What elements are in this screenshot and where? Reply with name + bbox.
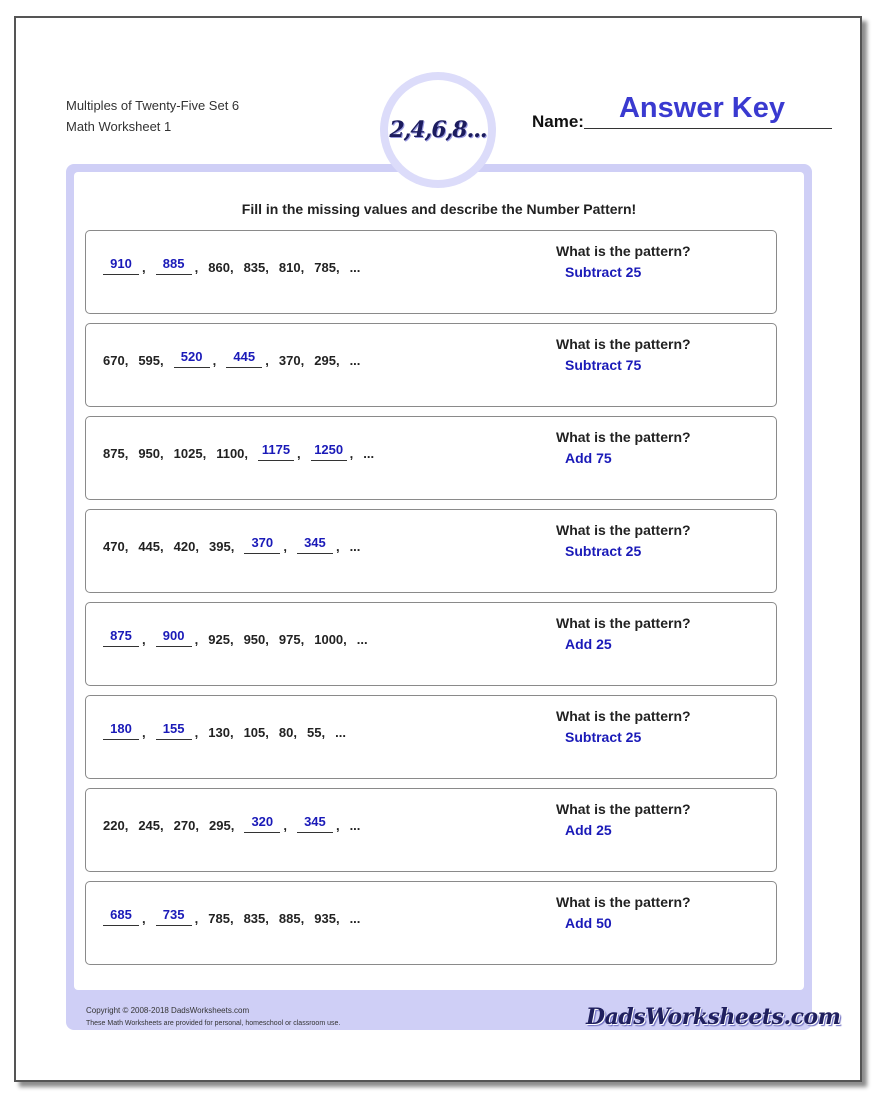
comma-separator: , (194, 725, 199, 740)
comma-separator: , (160, 446, 164, 461)
comma-separator: , (265, 632, 269, 647)
sequence-term: 220 (103, 818, 125, 833)
number-sequence (103, 349, 369, 368)
sequence-term: 975 (278, 632, 301, 647)
sequence-term: 295 (208, 818, 231, 833)
sequence-term: 785 (314, 260, 336, 275)
dadsworksheets-logo: DadsWorksheets.com (586, 1004, 841, 1030)
footer-copyright: Copyright © 2008-2018 DadsWorksheets.com (86, 1006, 250, 1015)
comma-separator: , (265, 725, 269, 740)
comma-separator: , (124, 446, 129, 461)
comma-separator: , (293, 725, 297, 740)
pattern-answer: Add 75 (565, 450, 612, 466)
pattern-answer: Subtract 25 (565, 543, 642, 559)
number-sequence (103, 256, 369, 275)
comma-separator: , (297, 446, 301, 461)
answer-blank[interactable]: 900 (156, 628, 192, 647)
comma-separator: , (335, 911, 340, 926)
sequence-term: ... (356, 632, 368, 647)
sequence-term: 885 (278, 911, 301, 926)
comma-separator: , (160, 539, 164, 554)
answer-blank[interactable]: 875 (103, 628, 139, 647)
answer-blank[interactable]: 885 (156, 256, 192, 275)
pattern-answer: Subtract 25 (565, 729, 642, 745)
sequence-term: 1100 (216, 446, 245, 461)
sequence-term: 935 (314, 911, 336, 926)
comma-separator: , (300, 632, 305, 647)
sequence-term: 670 (103, 353, 125, 368)
sequence-term: 785 (208, 911, 230, 926)
sequence-term: 445 (138, 539, 161, 554)
comma-separator: , (194, 632, 199, 647)
sequence-term: 295 (314, 353, 336, 368)
comma-separator: , (265, 353, 269, 368)
comma-separator: , (335, 818, 340, 833)
pattern-answer: Add 25 (565, 636, 612, 652)
sequence-term: 1025 (173, 446, 203, 461)
comma-separator: , (300, 911, 305, 926)
sequence-term: 130 (208, 725, 230, 740)
sequence-term: 950 (138, 446, 161, 461)
sequence-term: ... (363, 446, 375, 461)
comma-separator: , (229, 260, 234, 275)
sequence-term: 835 (243, 260, 266, 275)
sequence-term: 395 (208, 539, 231, 554)
comma-separator: , (230, 539, 235, 554)
problem-box (85, 230, 777, 314)
answer-blank[interactable]: 520 (174, 349, 210, 368)
problem-box (85, 602, 777, 686)
comma-separator: , (283, 818, 287, 833)
sequence-term: ... (349, 818, 361, 833)
comma-separator: , (229, 632, 234, 647)
comma-separator: , (124, 818, 129, 833)
comma-separator: , (265, 911, 269, 926)
comma-separator: , (230, 818, 235, 833)
comma-separator: , (212, 353, 217, 368)
answer-blank[interactable]: 910 (103, 256, 139, 275)
comma-separator: , (160, 818, 164, 833)
problem-box (85, 788, 777, 872)
sequence-term: 370 (278, 353, 301, 368)
comma-separator: , (265, 260, 269, 275)
sequence-term: ... (349, 539, 361, 554)
comma-separator: , (160, 353, 164, 368)
worksheet-page (14, 16, 862, 1082)
pattern-answer: Add 50 (565, 915, 612, 931)
comma-separator: , (335, 260, 340, 275)
sequence-term: 810 (278, 260, 301, 275)
comma-separator: , (229, 725, 234, 740)
comma-separator: , (300, 353, 305, 368)
comma-separator: , (142, 260, 146, 275)
comma-separator: , (124, 539, 129, 554)
comma-separator: , (244, 446, 249, 461)
sequence-term: 80 (278, 725, 294, 740)
comma-separator: , (335, 353, 340, 368)
comma-separator: , (343, 632, 347, 647)
sequence-term: 245 (138, 818, 161, 833)
problem-box (85, 881, 777, 965)
problem-box (85, 695, 777, 779)
comma-separator: , (142, 725, 146, 740)
comma-separator: , (195, 818, 199, 833)
problems-area (74, 172, 841, 1030)
header-logo-core (388, 80, 488, 180)
comma-separator: , (300, 260, 305, 275)
answer-blank[interactable]: 320 (244, 814, 280, 833)
sequence-term: 595 (138, 353, 161, 368)
problems-frame (66, 164, 841, 1030)
number-sequence (103, 442, 383, 461)
number-sequence (103, 535, 369, 554)
number-sequence (103, 721, 355, 740)
sequence-term: 270 (173, 818, 196, 833)
comma-separator: , (142, 632, 146, 647)
number-sequence (103, 814, 369, 833)
comma-separator: , (321, 725, 326, 740)
pattern-question: What is the pattern? (556, 522, 691, 538)
pattern-question: What is the pattern? (556, 243, 691, 259)
pattern-answer: Subtract 75 (565, 357, 642, 373)
comma-separator: , (194, 260, 199, 275)
comma-separator: , (229, 911, 234, 926)
header-logo-text: 2,4,6,8... (389, 117, 487, 143)
problem-box (85, 416, 777, 500)
comma-separator: , (283, 539, 287, 554)
sequence-term: ... (335, 725, 346, 740)
footer-note: These Math Worksheets are provided for personal, homeschool or classroom use. (86, 1020, 341, 1027)
answer-blank[interactable]: 345 (297, 535, 333, 554)
number-sequence (103, 628, 377, 647)
sequence-term: 860 (208, 260, 230, 275)
sequence-term: 470 (103, 539, 125, 554)
sequence-term: 105 (243, 725, 266, 740)
answer-blank[interactable]: 1250 (311, 442, 347, 461)
answer-blank[interactable]: 345 (297, 814, 333, 833)
comma-separator: , (124, 353, 129, 368)
comma-separator: , (142, 911, 146, 926)
problem-box (85, 323, 777, 407)
worksheet-title: Multiples of Twenty-Five Set 6 (66, 98, 240, 113)
pattern-answer: Add 25 (565, 822, 612, 838)
sequence-term: 1000 (314, 632, 344, 647)
pattern-question: What is the pattern? (556, 429, 691, 445)
sequence-term: 55 (307, 725, 322, 740)
answer-blank[interactable]: 445 (226, 349, 262, 368)
comma-separator: , (202, 446, 207, 461)
answer-blank[interactable]: 1175 (258, 442, 294, 461)
answer-blank[interactable]: 180 (103, 721, 139, 740)
number-sequence (103, 907, 369, 926)
header-logo-badge (380, 72, 496, 188)
sequence-term: 950 (243, 632, 266, 647)
sequence-term: 835 (243, 911, 266, 926)
name-line (584, 128, 832, 129)
instructions: Fill in the missing values and describe the Number Pattern! (241, 201, 637, 217)
comma-separator: , (195, 539, 199, 554)
answer-blank[interactable]: 155 (156, 721, 192, 740)
pattern-question: What is the pattern? (556, 894, 691, 910)
pattern-question: What is the pattern? (556, 336, 691, 352)
sequence-term: ... (349, 353, 361, 368)
comma-separator: , (194, 911, 199, 926)
pattern-question: What is the pattern? (556, 801, 691, 817)
answer-blank[interactable]: 370 (244, 535, 280, 554)
problem-box (85, 509, 777, 593)
name-label: Name: (532, 112, 584, 131)
answer-key-text: Answer Key (618, 92, 785, 124)
comma-separator: , (349, 446, 354, 461)
worksheet-subtitle: Math Worksheet 1 (66, 119, 172, 134)
pattern-answer: Subtract 25 (565, 264, 642, 280)
comma-separator: , (335, 539, 340, 554)
sequence-term: ... (349, 911, 361, 926)
sequence-term: 925 (208, 632, 230, 647)
pattern-question: What is the pattern? (556, 615, 691, 631)
sequence-term: ... (349, 260, 361, 275)
answer-blank[interactable]: 735 (156, 907, 192, 926)
pattern-question: What is the pattern? (556, 708, 691, 724)
answer-blank[interactable]: 685 (103, 907, 139, 926)
sequence-term: 420 (173, 539, 196, 554)
sequence-term: 875 (103, 446, 125, 461)
